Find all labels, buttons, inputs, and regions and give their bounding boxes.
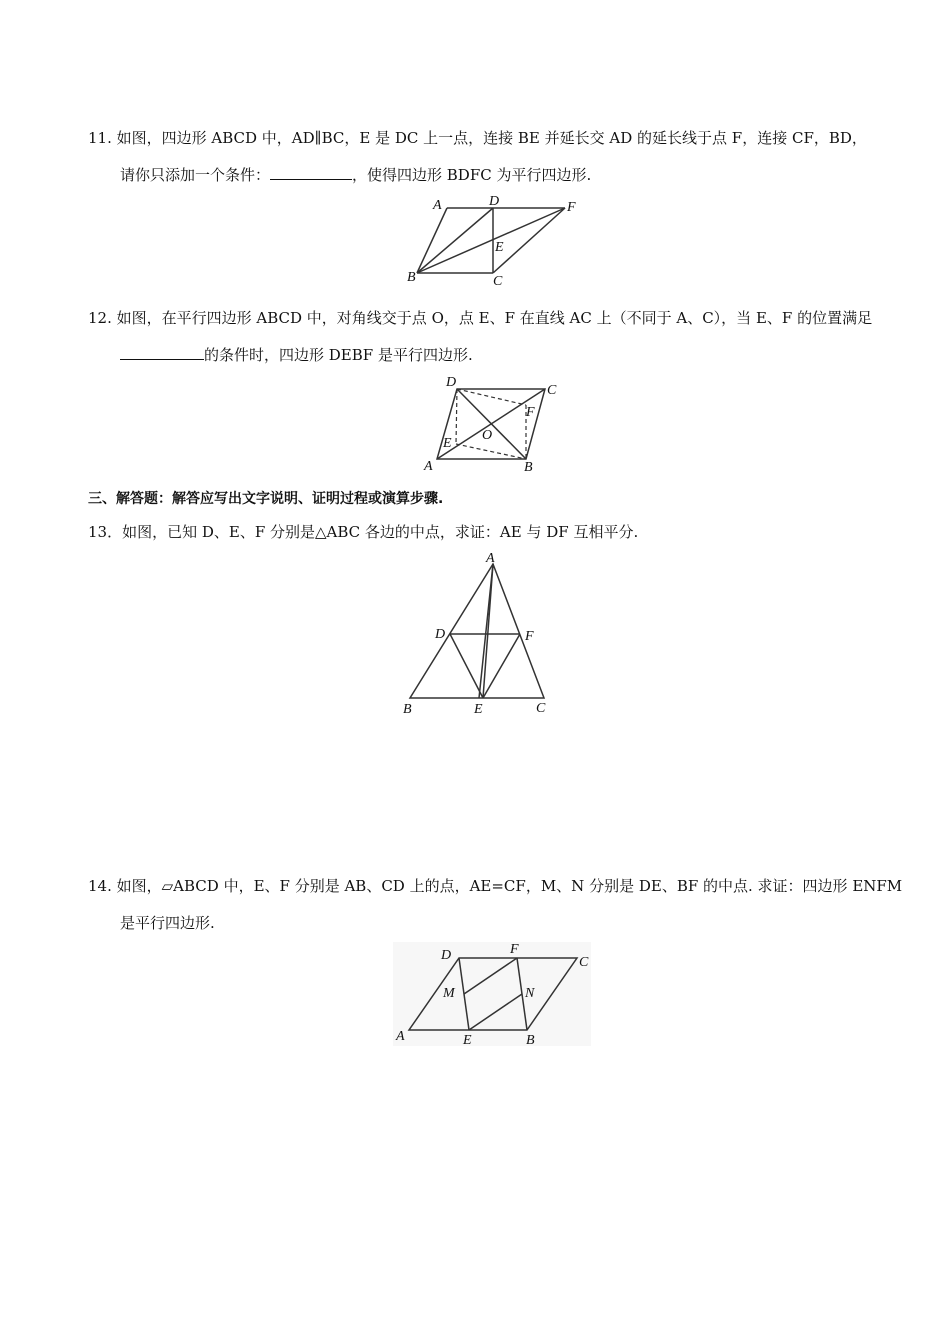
q14-label-a: A — [396, 1029, 405, 1044]
q12-text-line2-body: 的条件时，四边形 DEBF 是平行四边形. — [204, 346, 473, 364]
q14-figure — [393, 942, 591, 1046]
q12-figure — [420, 372, 570, 477]
q11-text-line2 — [120, 165, 591, 185]
q14-label-d: D — [441, 948, 452, 963]
q12-label-f: F — [526, 405, 535, 420]
q14-label-b: B — [526, 1033, 535, 1048]
q13-text-line1: 13．如图，已知 D、E、F 分别是△ABC 各边的中点，求证：AE 与 DF 互相平分. — [88, 523, 639, 541]
q11-figure — [405, 195, 585, 290]
q12-label-c: C — [547, 383, 557, 398]
q14-label-n: N — [525, 986, 535, 1001]
q11-label-a: A — [433, 198, 442, 213]
q13-label-b: B — [403, 702, 412, 717]
q13-figure — [395, 550, 560, 720]
q14-label-e: E — [463, 1033, 472, 1048]
q13-label-e: E — [474, 702, 483, 717]
q14-label-c: C — [579, 955, 589, 970]
q12-text-line2 — [120, 345, 473, 365]
q13-label-f: F — [525, 629, 534, 644]
q11-label-c: C — [493, 274, 503, 289]
q14-text-line2: 是平行四边形. — [120, 914, 215, 932]
q14-label-f: F — [510, 942, 519, 957]
section-3-heading: 三、解答题：解答应写出文字说明、证明过程或演算步骤. — [88, 491, 444, 507]
q11-label-f: F — [567, 200, 576, 215]
q12-answer-blank[interactable] — [120, 345, 204, 360]
q12-label-a: A — [424, 459, 433, 474]
q13-label-c: C — [536, 701, 546, 716]
q13-label-a: A — [486, 551, 495, 566]
q14-label-m: M — [443, 986, 455, 1001]
q12-label-o: O — [482, 428, 493, 443]
q11-label-e: E — [495, 240, 504, 255]
q11-text-line1: 11. 如图，四边形 ABCD 中，AD∥BC，E 是 DC 上一点，连接 BE 并延长交 AD 的延长线于点 F，连接 CF，BD， — [88, 129, 867, 147]
q11-label-b: B — [407, 270, 416, 285]
q13-label-d: D — [435, 627, 446, 642]
q11-answer-blank[interactable] — [270, 165, 352, 180]
q12-label-d: D — [446, 375, 457, 390]
q11-text-line2-prefix: 请你只添加一个条件： — [120, 166, 271, 184]
q11-label-d: D — [489, 194, 500, 209]
q12-text-line1: 12. 如图，在平行四边形 ABCD 中，对角线交于点 O，点 E、F 在直线 AC 上（不同于 A、C），当 E、F 的位置满足 — [88, 309, 873, 327]
q11-text-line2-suffix: ，使得四边形 BDFC 为平行四边形. — [352, 166, 592, 184]
q14-text-line1: 14. 如图，▱ABCD 中，E、F 分别是 AB、CD 上的点，AE=CF，M、N 分别是 DE、BF 的中点. 求证：四边形 ENFM — [88, 877, 903, 895]
q12-label-e: E — [443, 436, 452, 451]
q12-label-b: B — [524, 460, 533, 475]
